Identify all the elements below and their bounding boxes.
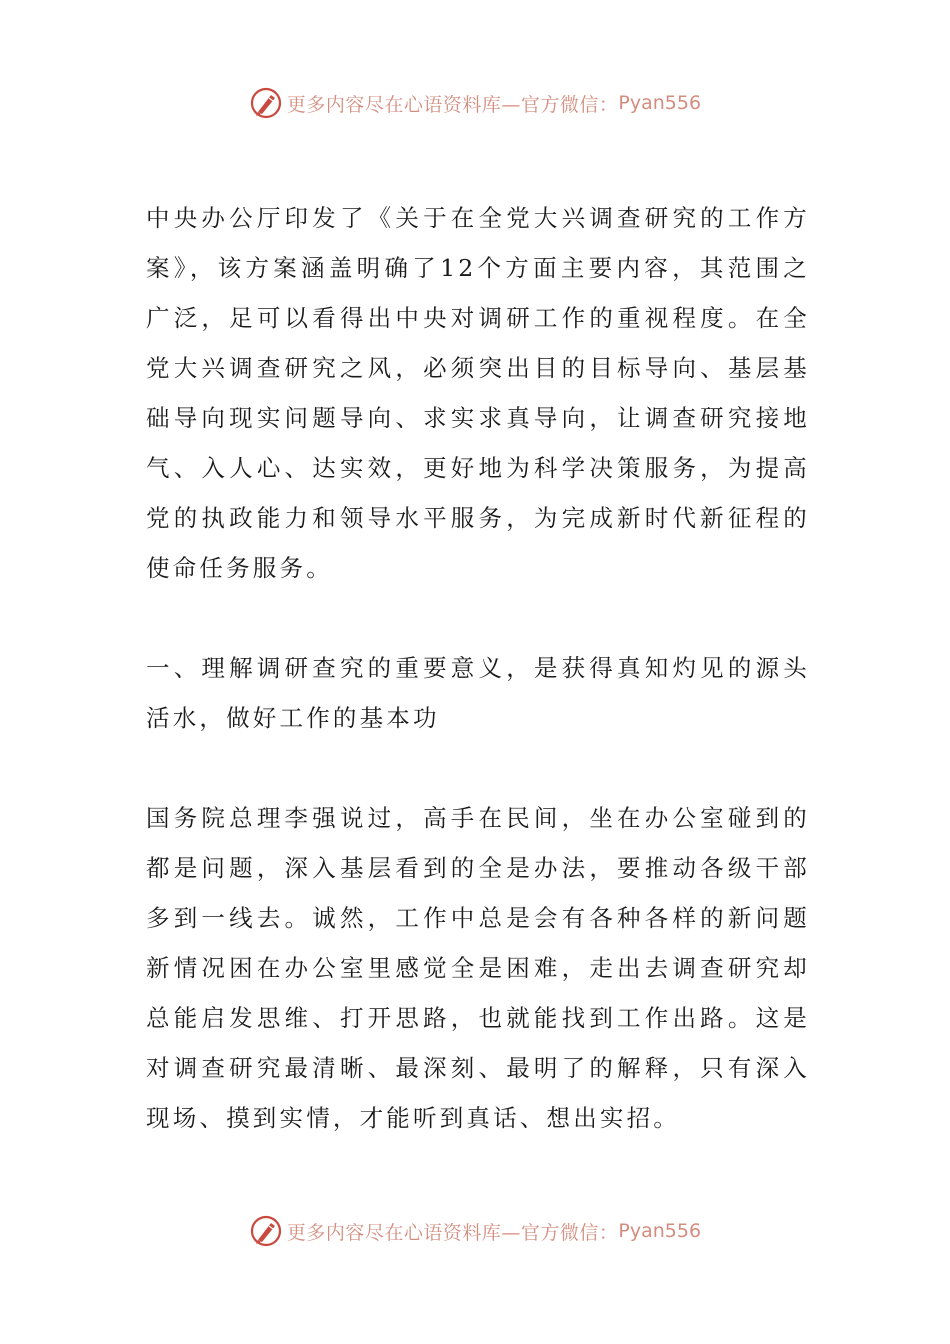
header-watermark [0,83,950,123]
pen-logo-icon [249,1214,283,1248]
watermark-text: 更多内容尽在心语资料库—官方微信： [286,93,619,116]
footer-watermark [0,1211,950,1251]
pen-logo-icon [249,86,283,120]
paragraph-li-qiang: 国务院总理李强说过，高手在民间，坐在办公室碰到的都是问题，深入基层看到的全是办法，要推动各级干部多到一线去。诚然，工作中总是会有各种各样的新问题新情况困在办公室里感觉全是困难，走出去调查研究却总能启发思维、打开思路，也就能找到工作出路。这是对调查研究最清晰、最深刻、最明了的解释，只有深入现场、摸到实情，才能听到真话、想出实招。 [146,804,810,1132]
section-heading-1: 一、理解调研查究的重要意义，是获得真知灼见的源头活水，做好工作的基本功 [146,654,810,732]
paragraph-intro: 中央办公厅印发了《关于在全党大兴调查研究的工作方案》，该方案涵盖明确了12个方面主要内容，其范围之广泛，足可以看得出中央对调研工作的重视程度。在全党大兴调查研究之风，必须突出目的目标导向、基层基础导向现实问题导向、求实求真导向，让调查研究接地气、入人心、达实效，更好地为科学决策服务，为提高党的执政能力和领导水平服务，为完成新时代新征程的使命任务服务。 [146,204,810,582]
watermark-handle: Pyan556 [618,92,702,114]
watermark-handle: Pyan556 [618,1220,702,1242]
document-body [146,193,810,1193]
watermark-text: 更多内容尽在心语资料库—官方微信： [286,1221,619,1244]
